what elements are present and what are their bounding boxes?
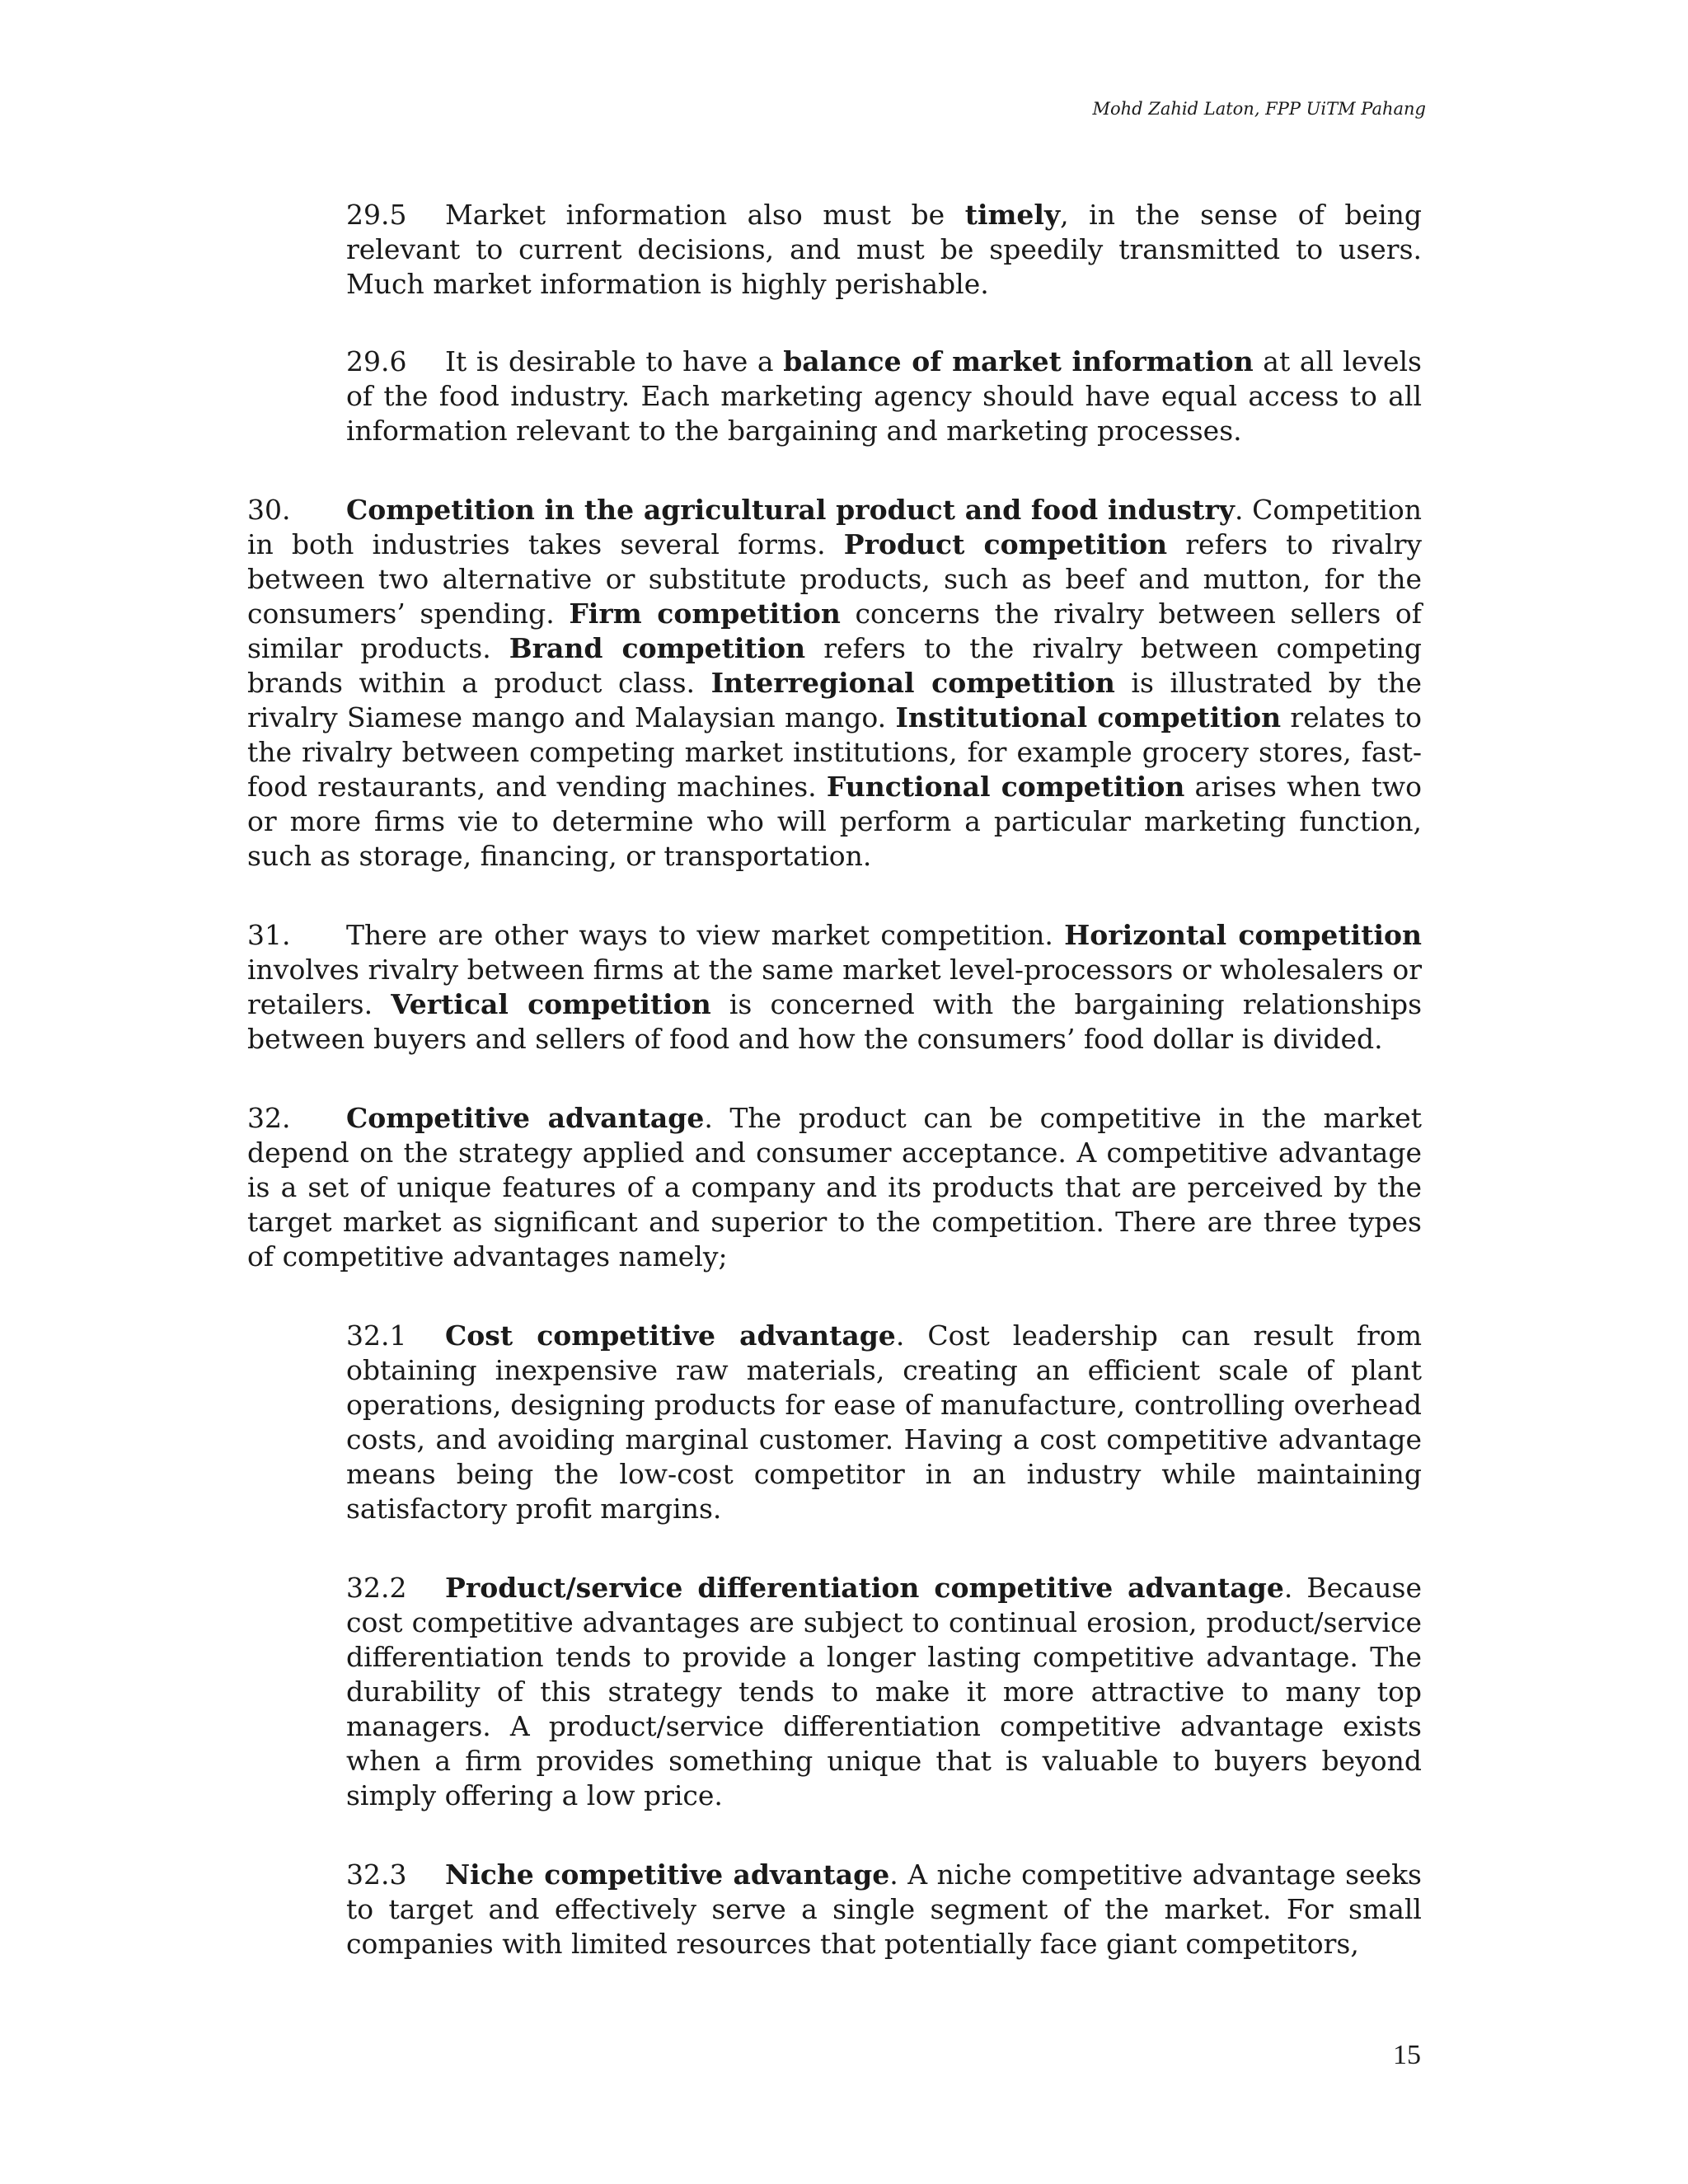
paragraph-29-5: 29.5 Market information also must be timely, in the sense of being relevant to current decisions, and must be speedily transmitted to users. Much market information is highly perishable. [346,199,1423,300]
bold-term: Product/service differentiation competitive advantage [445,1572,1284,1604]
bold-term: Vertical competition [391,988,711,1020]
paragraph-number: 30. [247,494,291,526]
paragraph-29-6: 29.6 It is desirable to have a balance of market information at all levels of the food industry. Each marketing agency should have equal access to all information relevant to the bargaining and marketing processes. [346,345,1422,447]
document-body [247,198,1422,1961]
bold-term: Horizontal competition [1064,919,1422,951]
paragraph-number: 32.3 [346,1858,407,1891]
bold-term: Institutional competition [895,701,1282,733]
paragraph-number: 29.6 [346,345,407,377]
bold-term: Interregional competition [710,667,1115,699]
bold-term: balance of market information [783,345,1254,377]
bold-term: Firm competition [569,598,841,630]
bold-term: Brand competition [509,632,806,664]
paragraph-number: 32.2 [346,1572,407,1604]
paragraph-30: 30. Competition in the agricultural product and food industry. Competition in both industries takes several forms. Product competition refers to rivalry between two alternative or substitute products, such as beef and mutton, for the consumers’ spending. Firm competition concerns the rivalry between sellers of similar products. Brand competition refers to the rivalry between competing brands within a product class. Interregional competition is illustrated by the rivalry Siamese mango and Malaysian mango. Institutional competition relates to the rivalry between competing market institutions, for example grocery stores, fast-food restaurants, and vending machines. Functional competition arises when two or more firms vie to determine who will perform a particular marketing function, such as storage, financing, or transportation. [247,494,1423,872]
bold-term: Product competition [843,528,1168,560]
section-heading: Competition in the agricultural product and food industry [346,494,1235,526]
paragraph-number: 31. [247,919,291,951]
paragraph-31: 31. There are other ways to view market competition. Horizontal competition involves rivalry between firms at the same market level-processors or wholesalers or retailers. Vertical competition is concerned with the bargaining relationships between buyers and sellers of food and how the consumers’ food dollar is divided. [247,919,1422,1055]
running-header: Mohd Zahid Laton, FPP UiTM Pahang [1092,99,1426,119]
paragraph-number: 29.5 [346,199,407,231]
bold-term: Functional competition [826,771,1185,803]
bold-term: Niche competitive advantage [445,1858,890,1891]
page-number: 15 [1393,2040,1421,2070]
paragraph-32-1: 32.1 Cost competitive advantage. Cost leadership can result from obtaining inexpensive raw materials, creating an efficient scale of plant operations, designing products for ease of manufacture, controlling overhead costs, and avoiding marginal customer. Having a cost competitive advantage means being the low-cost competitor in an industry while maintaining satisfactory profit margins. [346,1319,1422,1525]
bold-term: Cost competitive advantage [445,1319,896,1352]
paragraph-number: 32. [247,1102,291,1134]
bold-term: timely [964,199,1061,231]
paragraph-number: 32.1 [346,1319,407,1352]
paragraph-32: 32. Competitive advantage. The product can be competitive in the market depend on the strategy applied and consumer acceptance. A competitive advantage is a set of unique features of a company and its products that are perceived by the target market as significant and superior to the competition. There are three types of competitive advantages namely; [247,1102,1422,1272]
paragraph-32-3: 32.3 Niche competitive advantage. A niche competitive advantage seeks to target and effectively serve a single segment of the market. For small companies with limited resources that potentially face giant competitors, [346,1858,1422,1960]
paragraph-32-2: 32.2 Product/service differentiation competitive advantage. Because cost competitive advantages are subject to continual erosion, product/service differentiation tends to provide a longer lasting competitive advantage. The durability of this strategy tends to make it more attractive to many top managers. A product/service differentiation competitive advantage exists when a firm provides something unique that is valuable to buyers beyond simply offering a low price. [346,1572,1422,1811]
section-heading: Competitive advantage [346,1102,705,1134]
